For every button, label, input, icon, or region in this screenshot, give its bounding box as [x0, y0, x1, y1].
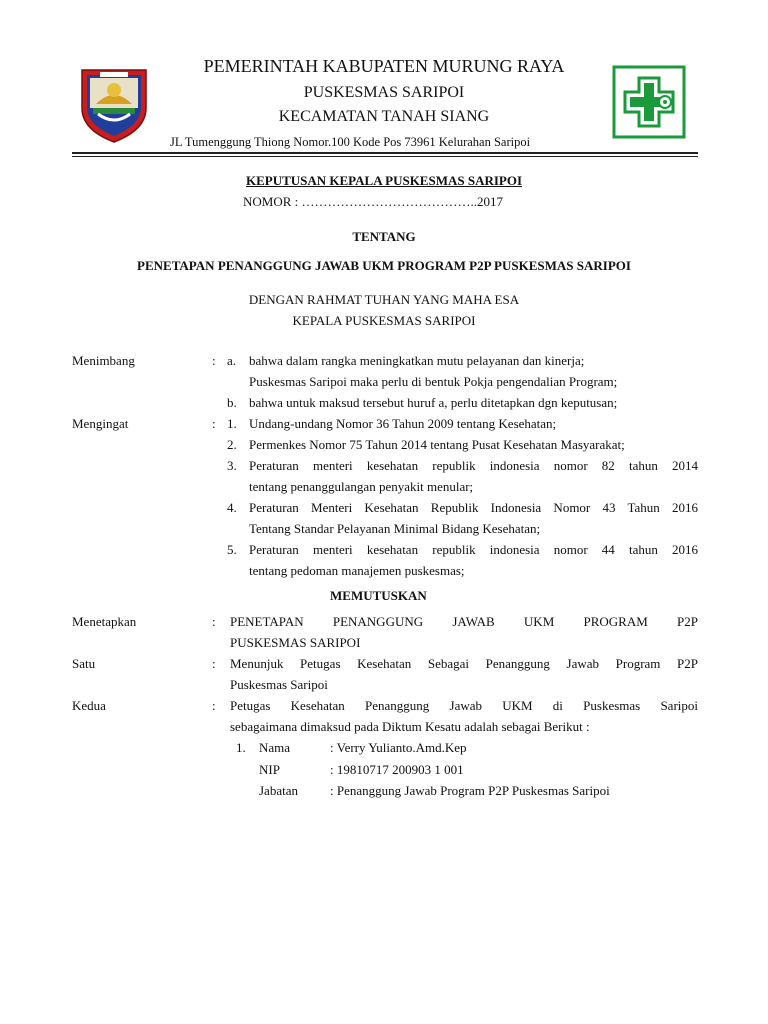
mengingat-item-number: 3.: [227, 458, 237, 473]
menetapkan-text-cont: PUSKESMAS SARIPOI: [230, 635, 361, 650]
mengingat-item-number: 5.: [227, 542, 237, 557]
mengingat-item-text-cont: tentang pedoman manajemen puskesmas;: [249, 563, 465, 578]
header-puskesmas-name: PUSKESMAS SARIPOI: [303, 84, 465, 101]
mengingat-item-number: 1.: [227, 416, 237, 431]
menimbang-b-line1: bahwa untuk maksud tersebut huruf a, perlu ditetapkan dgn keputusan;: [249, 395, 618, 410]
mengingat-item-text: Permenkes Nomor 75 Tahun 2014 tentang Pusat Kesehatan Masyarakat;: [249, 437, 625, 452]
kedua-colon: :: [212, 698, 216, 713]
head-title: KEPALA PUSKESMAS SARIPOI: [292, 313, 476, 328]
mengingat-item-text-cont: tentang penanggulangan penyakit menular;: [249, 479, 474, 494]
mengingat-item-text: Peraturan menteri kesehatan republik indonesia nomor 82 tahun 2014: [249, 458, 698, 473]
decree-number: NOMOR : …………………………………..2017: [243, 194, 504, 209]
mengingat-item-text: Peraturan Menteri Kesehatan Republik Indonesia Nomor 43 Tahun 2016: [249, 500, 698, 515]
menetapkan-text: PENETAPAN PENANGGUNG JAWAB UKM PROGRAM P2P: [230, 614, 698, 629]
grace-line: DENGAN RAHMAT TUHAN YANG MAHA ESA: [248, 292, 520, 307]
menetapkan-colon: :: [212, 614, 216, 629]
menimbang-a-line1: bahwa dalam rangka meningkatkan mutu pelayanan dan kinerja;: [249, 353, 585, 368]
field-name-key: Nama: [259, 740, 291, 755]
field-nip-value: : 19810717 200903 1 001: [330, 762, 464, 777]
header-address: JL Tumenggung Thiong Nomor.100 Kode Pos 73961 Kelurahan Saripoi: [170, 135, 531, 149]
menetapkan-label: Menetapkan: [72, 614, 137, 629]
decree-subject: PENETAPAN PENANGGUNG JAWAB UKM PROGRAM P2P PUSKESMAS SARIPOI: [137, 258, 631, 273]
field-jabatan-key: Jabatan: [259, 783, 298, 798]
letterhead-divider-thick: [72, 152, 698, 154]
mengingat-item-text: Peraturan menteri kesehatan republik indonesia nomor 44 tahun 2016: [249, 542, 698, 557]
kedua-label: Kedua: [72, 698, 106, 713]
satu-label: Satu: [72, 656, 96, 671]
menimbang-a-line2: Puskesmas Saripoi maka perlu di bentuk Pokja pengendalian Program;: [249, 374, 618, 389]
menimbang-a-marker: a.: [227, 353, 237, 368]
decree-title: KEPUTUSAN KEPALA PUSKESMAS SARIPOI: [245, 173, 523, 188]
field-jabatan-value: : Penanggung Jawab Program P2P Puskesmas Saripoi: [330, 783, 610, 798]
tentang-heading: TENTANG: [352, 229, 416, 244]
field-nip-key: NIP: [259, 762, 280, 777]
kedua-item-number: 1.: [236, 740, 246, 755]
mengingat-item-number: 4.: [227, 500, 237, 515]
mengingat-item-text-cont: Tentang Standar Pelayanan Minimal Bidang Kesehatan;: [249, 521, 541, 536]
satu-text: Menunjuk Petugas Kesehatan Sebagai Penanggung Jawab Program P2P: [230, 656, 698, 671]
menimbang-label: Menimbang: [72, 353, 135, 368]
mengingat-item-text: Undang-undang Nomor 36 Tahun 2009 tentang Kesehatan;: [249, 416, 557, 431]
satu-text-cont: Puskesmas Saripoi: [230, 677, 328, 692]
mengingat-colon: :: [212, 416, 216, 431]
header-government-title: PEMERINTAH KABUPATEN MURUNG RAYA: [203, 56, 565, 76]
satu-colon: :: [212, 656, 216, 671]
menimbang-b-marker: b.: [227, 395, 237, 410]
kedua-text-cont: sebagaimana dimaksud pada Diktum Kesatu adalah sebagai Berikut :: [230, 719, 590, 734]
field-name-value: : Verry Yulianto.Amd.Kep: [330, 740, 467, 755]
memutuskan-heading: MEMUTUSKAN: [330, 588, 427, 603]
header-kecamatan: KECAMATAN TANAH SIANG: [278, 108, 490, 125]
letterhead-divider-thin: [72, 156, 698, 157]
menimbang-colon: :: [212, 353, 216, 368]
mengingat-item-number: 2.: [227, 437, 237, 452]
mengingat-label: Mengingat: [72, 416, 129, 431]
kedua-text: Petugas Kesehatan Penanggung Jawab UKM di Puskesmas Saripoi: [230, 698, 698, 713]
